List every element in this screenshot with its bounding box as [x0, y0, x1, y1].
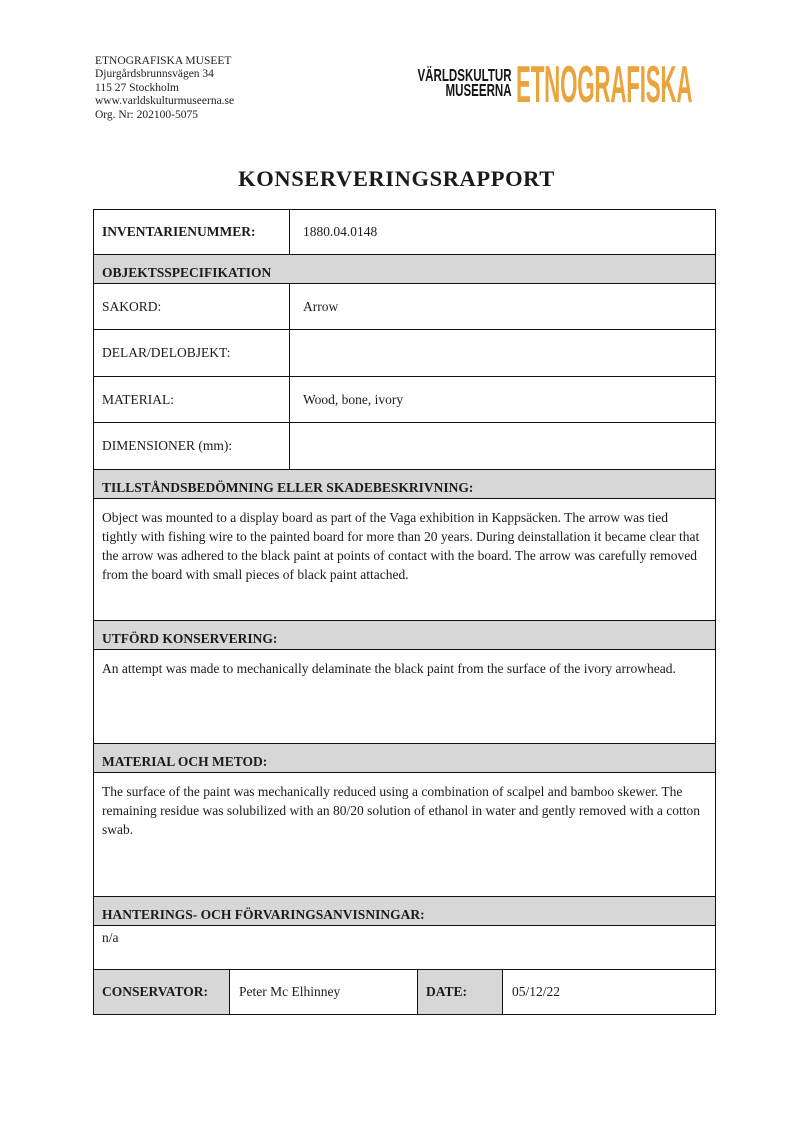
sender-address-block [95, 55, 234, 122]
handling-section-body: n/a [102, 930, 119, 945]
website-url: www.varldskulturmuseerna.se [95, 95, 235, 108]
conservator-label: CONSERVATOR: [94, 970, 230, 1014]
date-value: 05/12/22 [512, 984, 561, 999]
address-line-1: Djurgårdsbrunnsvägen 34 [95, 68, 214, 81]
dimensioner-label: DIMENSIONER (mm): [94, 423, 290, 469]
inventory-number-value: 1880.04.0148 [303, 224, 378, 239]
museum-logo-wordmark [417, 65, 512, 100]
conservation-section-label: UTFÖRD KONSERVERING: [102, 631, 278, 646]
conservator-value: Peter Mc Elhinney [230, 970, 418, 1014]
date-label: DATE: [418, 970, 503, 1014]
condition-section-label: TILLSTÅNDSBEDÖMNING ELLER SKADEBESKRIVNING: [102, 480, 474, 495]
handling-section-banner [94, 896, 715, 925]
field-row-sakord [94, 283, 715, 329]
object-spec-banner [94, 254, 715, 283]
org-number: Org. Nr: 202100-5075 [95, 108, 198, 121]
object-spec-banner-label: OBJEKTSSPECIFIKATION [102, 265, 272, 280]
address-line-2: 115 27 Stockholm [95, 81, 179, 94]
logo-line-1: VÄRLDSKULTUR [417, 65, 512, 85]
material-label: MATERIAL: [94, 377, 290, 422]
material-value: Wood, bone, ivory [303, 391, 404, 407]
method-section-body-row [94, 772, 715, 896]
inventory-number-label: INVENTARIENUMMER: [94, 210, 290, 254]
sakord-value: Arrow [303, 298, 339, 314]
conservation-section-body: An attempt was made to mechanically delaminate the black paint from the surface of the ivory arrowhead. [102, 661, 676, 676]
logo-line-2: MUSEERNA [445, 79, 512, 100]
handling-section-label: HANTERINGS- OCH FÖRVARINGSANVISNINGAR: [102, 907, 425, 922]
signature-row [94, 969, 715, 1014]
conservation-section-banner [94, 620, 715, 649]
dimensioner-value [290, 423, 715, 469]
conservation-section-body-row [94, 649, 715, 743]
delar-label: DELAR/DELOBJEKT: [94, 330, 290, 376]
org-name: ETNOGRAFISKA MUSEET [95, 55, 232, 67]
delar-value [290, 330, 715, 376]
method-section-banner [94, 743, 715, 772]
sakord-label: SAKORD: [94, 284, 290, 329]
inventory-number-row [94, 210, 715, 254]
museum-logo-brand: ETNOGRAFISKA [516, 56, 693, 114]
condition-section-body: Object was mounted to a display board as part of the Vaga exhibition in Kappsäcken. The arrow was tied tightly with fishing wire to the painted board for more than 20 years. During deinstallation it became clear that the arrow was adhered to the black paint at points of contact with the board. The arrow was carefully removed from the board with small pieces of black paint attached. [102, 510, 700, 582]
method-section-body: The surface of the paint was mechanically reduced using a combination of scalpel and bamboo skewer. The remaining residue was solubilized with an 80/20 solution of ethanol in water and gently removed with a cotton swab. [102, 784, 700, 837]
method-section-label: MATERIAL OCH METOD: [102, 754, 268, 769]
page-title: KONSERVERINGSRAPPORT [238, 166, 555, 191]
condition-section-body-row [94, 498, 715, 620]
report-table [93, 209, 716, 1015]
field-row-delar [94, 329, 715, 376]
handling-section-body-row [94, 925, 715, 969]
field-row-material [94, 376, 715, 422]
field-row-dimensioner [94, 422, 715, 469]
condition-section-banner [94, 469, 715, 498]
